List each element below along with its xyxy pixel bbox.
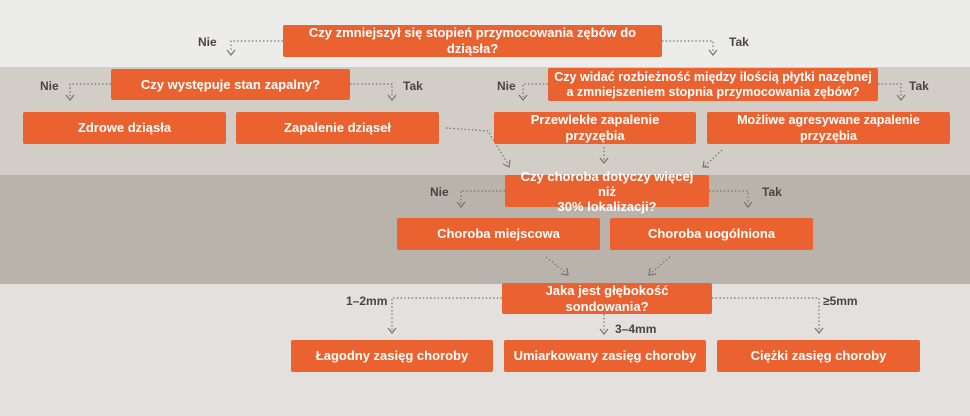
branch-label-depth-mid: 3–4mm [615, 322, 657, 336]
branch-label-depth-high: ≥5mm [823, 294, 858, 308]
branch-label-q1-yes: Tak [729, 35, 749, 49]
outcome-gingivitis: Zapalenie dziąseł [236, 112, 439, 144]
branch-label-q2l-no: Nie [40, 79, 59, 93]
question-plaque-line-2: a zmniejszeniem stopnia przymocowania zębów? [566, 84, 860, 99]
question-plaque-line-1: Czy widać rozbieżność między ilością płytki nazębnej [554, 69, 872, 84]
question-attachment-loss: Czy zmniejszył się stopień przymocowania zębów do dziąsła? [283, 25, 662, 57]
question-extent [505, 168, 709, 214]
question-inflammation: Czy występuje stan zapalny? [111, 69, 350, 100]
outcome-chronic-periodontitis: Przewlekłe zapalenie przyzębia [494, 112, 696, 144]
branch-label-q2r-no: Nie [497, 79, 516, 93]
branch-label-depth-low: 1–2mm [346, 294, 388, 308]
outcome-healthy-gums: Zdrowe dziąsła [23, 112, 226, 144]
question-extent-line-2: 30% lokalizacji? [557, 198, 657, 214]
branch-label-q2r-yes: Tak [909, 79, 929, 93]
question-extent-line-1: Czy choroba dotyczy więcej niż [520, 168, 694, 199]
branch-label-q2l-yes: Tak [403, 79, 423, 93]
outcome-aggressive-periodontitis: Możliwe agresywane zapalenie przyzębia [707, 112, 950, 144]
question-plaque-discrepancy [548, 68, 878, 101]
outcome-severe-extent: Ciężki zasięg choroby [717, 340, 920, 372]
outcome-moderate-extent: Umiarkowany zasięg choroby [504, 340, 706, 372]
outcome-generalized-disease: Choroba uogólniona [610, 218, 813, 250]
outcome-mild-extent: Łagodny zasięg choroby [291, 340, 493, 372]
branch-label-q1-no: Nie [198, 35, 217, 49]
branch-label-q3-yes: Tak [762, 185, 782, 199]
question-probing-depth: Jaka jest głębokość sondowania? [502, 283, 712, 314]
outcome-localized-disease: Choroba miejscowa [397, 218, 600, 250]
branch-label-q3-no: Nie [430, 185, 449, 199]
